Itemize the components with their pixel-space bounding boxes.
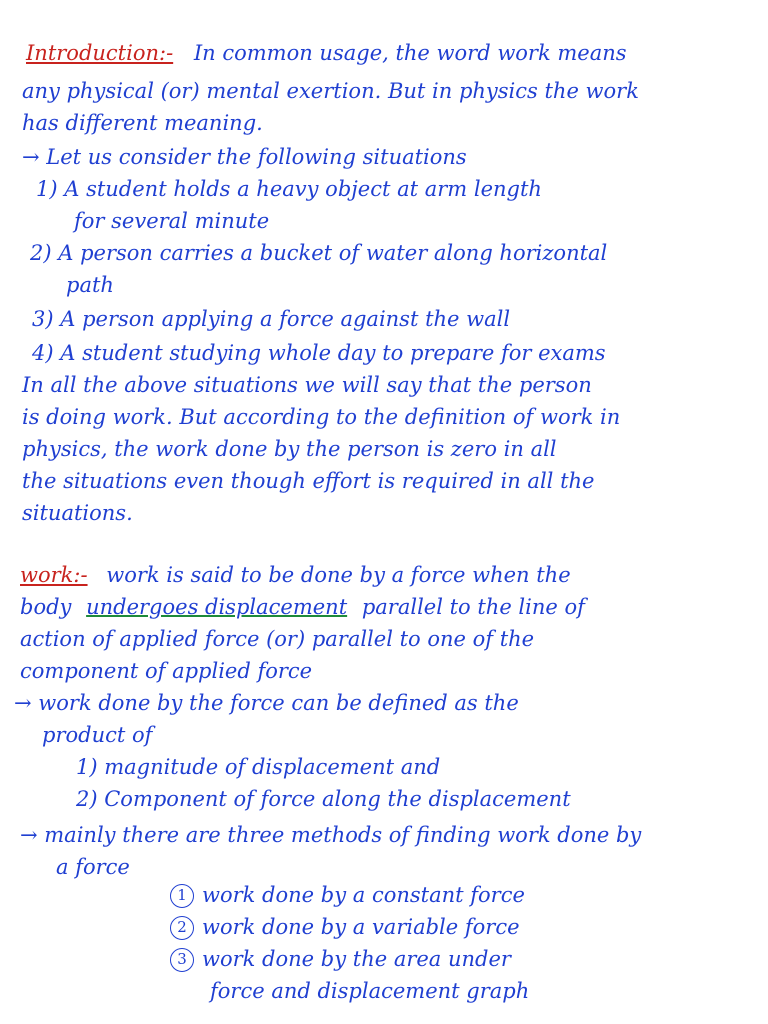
- method-2: [170, 912, 520, 942]
- method-number-1: 1: [170, 884, 194, 908]
- work-line-4: component of applied force: [20, 659, 313, 683]
- method-number-3: 3: [170, 948, 194, 972]
- method-text-1: work done by a constant force: [202, 883, 525, 907]
- conclusion-1: In all the above situations we will say that the person: [22, 373, 592, 397]
- intro-text-1: In common usage, the word work means: [193, 41, 627, 65]
- product-item-1: 1) magnitude of displacement and: [76, 755, 441, 779]
- situation-2: 2) A person carries a bucket of water along horizontal: [30, 241, 608, 265]
- conclusion-2: is doing work. But according to the definition of work in: [22, 405, 621, 429]
- method-3-cont: force and displacement graph: [210, 979, 530, 1003]
- intro-line-1: [26, 38, 627, 68]
- method-text-2: work done by a variable force: [202, 915, 520, 939]
- conclusion-3: physics, the work done by the person is zero in all: [22, 437, 557, 461]
- product-item-2: 2) Component of force along the displacement: [76, 787, 571, 811]
- methods-line-1: → mainly there are three methods of finding work done by: [20, 823, 642, 847]
- conclusion-5: situations.: [22, 501, 133, 525]
- situation-3: 3) A person applying a force against the wall: [32, 307, 511, 331]
- product-line-2: product of: [42, 723, 153, 747]
- method-text-3: work done by the area under: [202, 947, 511, 971]
- method-3: [170, 944, 511, 974]
- situation-2-cont: path: [66, 273, 114, 297]
- method-number-2: 2: [170, 916, 194, 940]
- work-heading: work:-: [20, 563, 88, 587]
- work-def-1: work is said to be done by a force when the: [106, 563, 571, 587]
- conclusion-4: the situations even though effort is required in all the: [22, 469, 595, 493]
- work-def-2a: body: [20, 595, 72, 619]
- product-line-1: → work done by the force can be defined as the: [14, 691, 519, 715]
- work-line-3: action of applied force (or) parallel to one of the: [20, 627, 535, 651]
- intro-consider: → Let us consider the following situations: [22, 145, 467, 169]
- situation-1-cont: for several minute: [74, 209, 270, 233]
- work-line-1: [20, 560, 571, 590]
- intro-line-2: any physical (or) mental exertion. But in physics the work: [22, 79, 639, 103]
- intro-line-3: has different meaning.: [22, 111, 263, 135]
- work-line-2: [20, 592, 585, 622]
- methods-line-2: a force: [56, 855, 130, 879]
- work-def-2b: parallel to the line of: [361, 595, 585, 619]
- work-def-2-underlined: undergoes displacement: [86, 595, 348, 619]
- situation-4: 4) A student studying whole day to prepare for exams: [32, 341, 606, 365]
- intro-heading: Introduction:-: [26, 41, 174, 65]
- method-1: [170, 880, 525, 910]
- situation-1: 1) A student holds a heavy object at arm length: [36, 177, 542, 201]
